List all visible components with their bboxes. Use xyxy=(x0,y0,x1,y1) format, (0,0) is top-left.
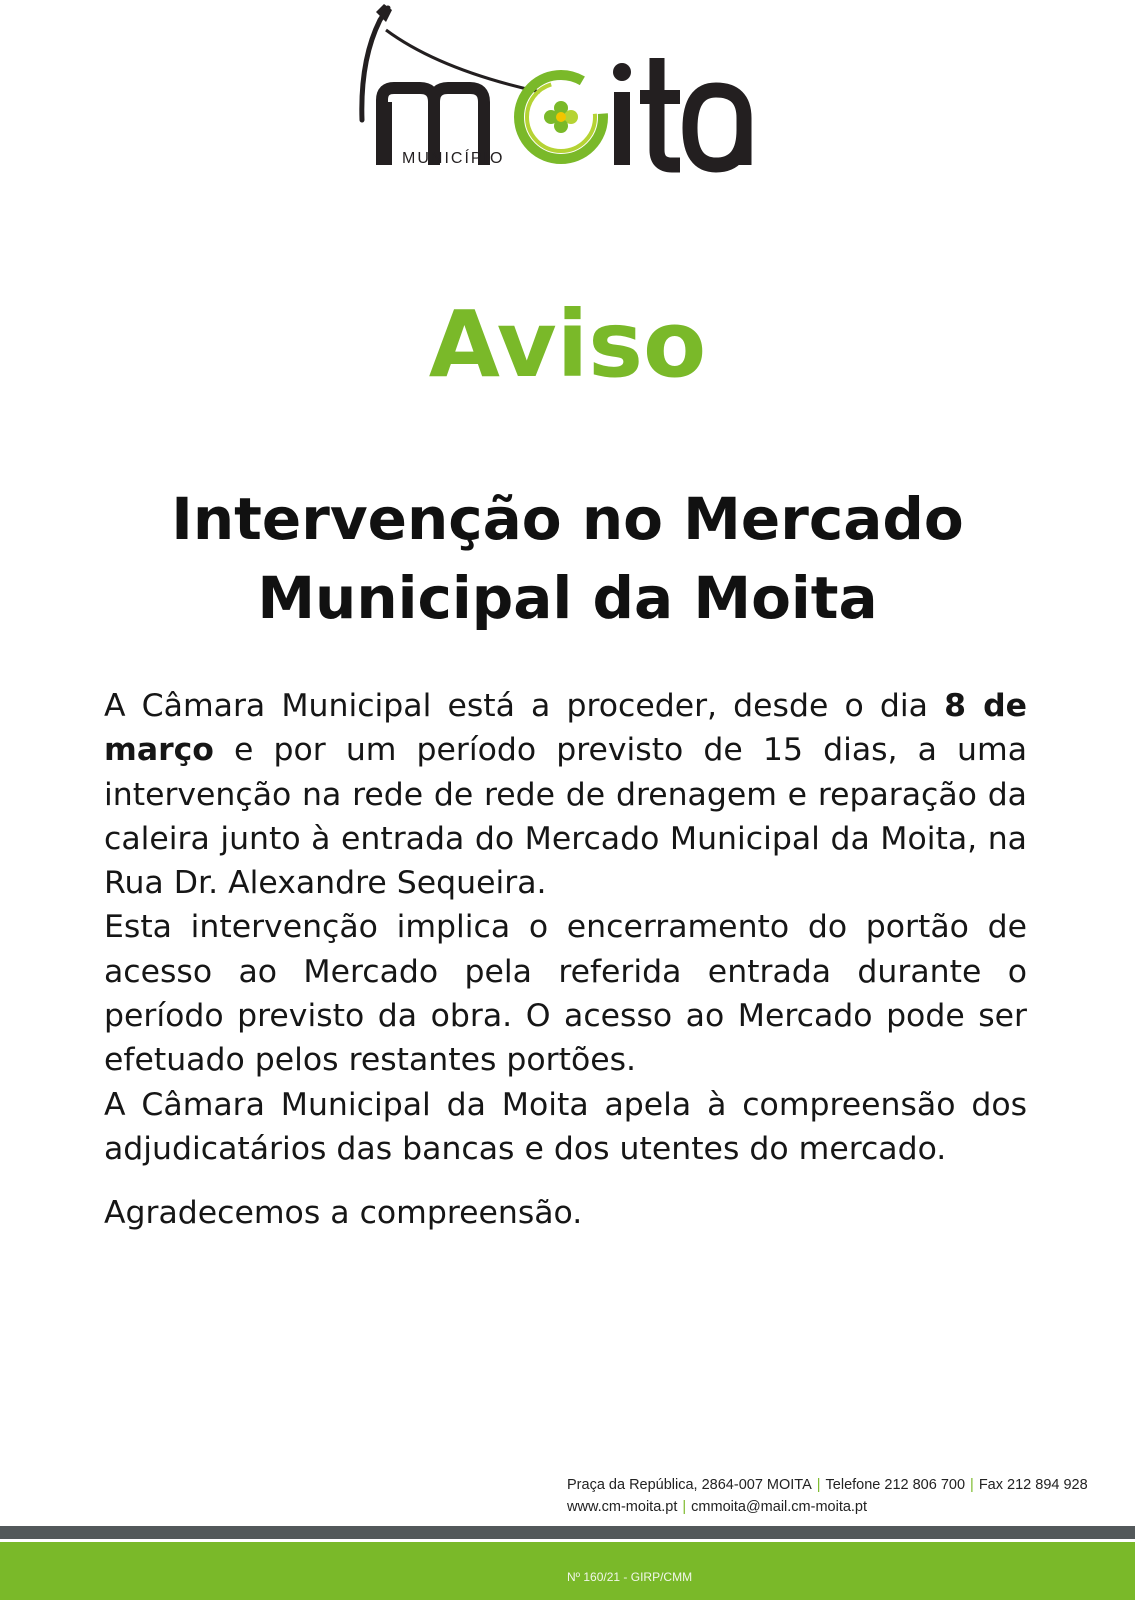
notice-title: Aviso xyxy=(428,291,707,398)
document-reference: Nº 160/21 - GIRP/CMM xyxy=(567,1570,693,1584)
paragraph-2: Esta intervenção implica o encerramento do portão de acesso ao Mercado pela referida entrada durante o período previsto da obra. O acesso ao Mercado pode ser efetuado pelos restantes portões. xyxy=(104,909,1027,1079)
separator: | xyxy=(970,1477,974,1493)
address: Praça da República, 2864-007 MOITA xyxy=(567,1477,812,1493)
separator: | xyxy=(816,1477,821,1493)
paragraph-1-end: e por um período previsto de 15 dias, a uma intervenção na rede de rede de drenagem e reparação da caleira junto à entrada do Mercado Municipal da Moita, na Rua Dr. Alexandre Sequeira. xyxy=(104,732,1027,902)
contact-line-2 xyxy=(567,1496,1127,1518)
paragraph-1-start: A Câmara Municipal está a proceder, desde o dia xyxy=(104,688,945,724)
paragraph-1 xyxy=(104,684,1027,905)
footer-contacts xyxy=(567,1474,1127,1518)
headline-line-1: Intervenção no Mercado xyxy=(171,485,964,553)
headline-line-2: Municipal da Moita xyxy=(257,564,878,632)
notice-body xyxy=(104,684,1027,1236)
fax: Fax 212 894 928 xyxy=(978,1477,1088,1493)
contact-line-1 xyxy=(567,1474,1127,1496)
closing-thanks: Agradecemos a compreensão. xyxy=(104,1195,583,1232)
notice-headline xyxy=(80,480,1055,638)
logo-subtitle: MUNICÍPIO xyxy=(402,150,505,167)
footer-gray-bar xyxy=(0,1526,1135,1539)
start-date: 8 de março xyxy=(104,688,1027,769)
website-link[interactable]: www.cm-moita.pt xyxy=(567,1499,678,1515)
paragraph-3: A Câmara Municipal da Moita apela à compreensão dos adjudicatários das bancas e dos utentes do mercado. xyxy=(104,1086,1027,1167)
email-link[interactable]: cmmoita@mail.cm-moita.pt xyxy=(691,1499,868,1515)
municipio-moita-logo xyxy=(350,0,790,180)
phone: Telefone 212 806 700 xyxy=(825,1477,966,1493)
separator: | xyxy=(682,1499,687,1515)
